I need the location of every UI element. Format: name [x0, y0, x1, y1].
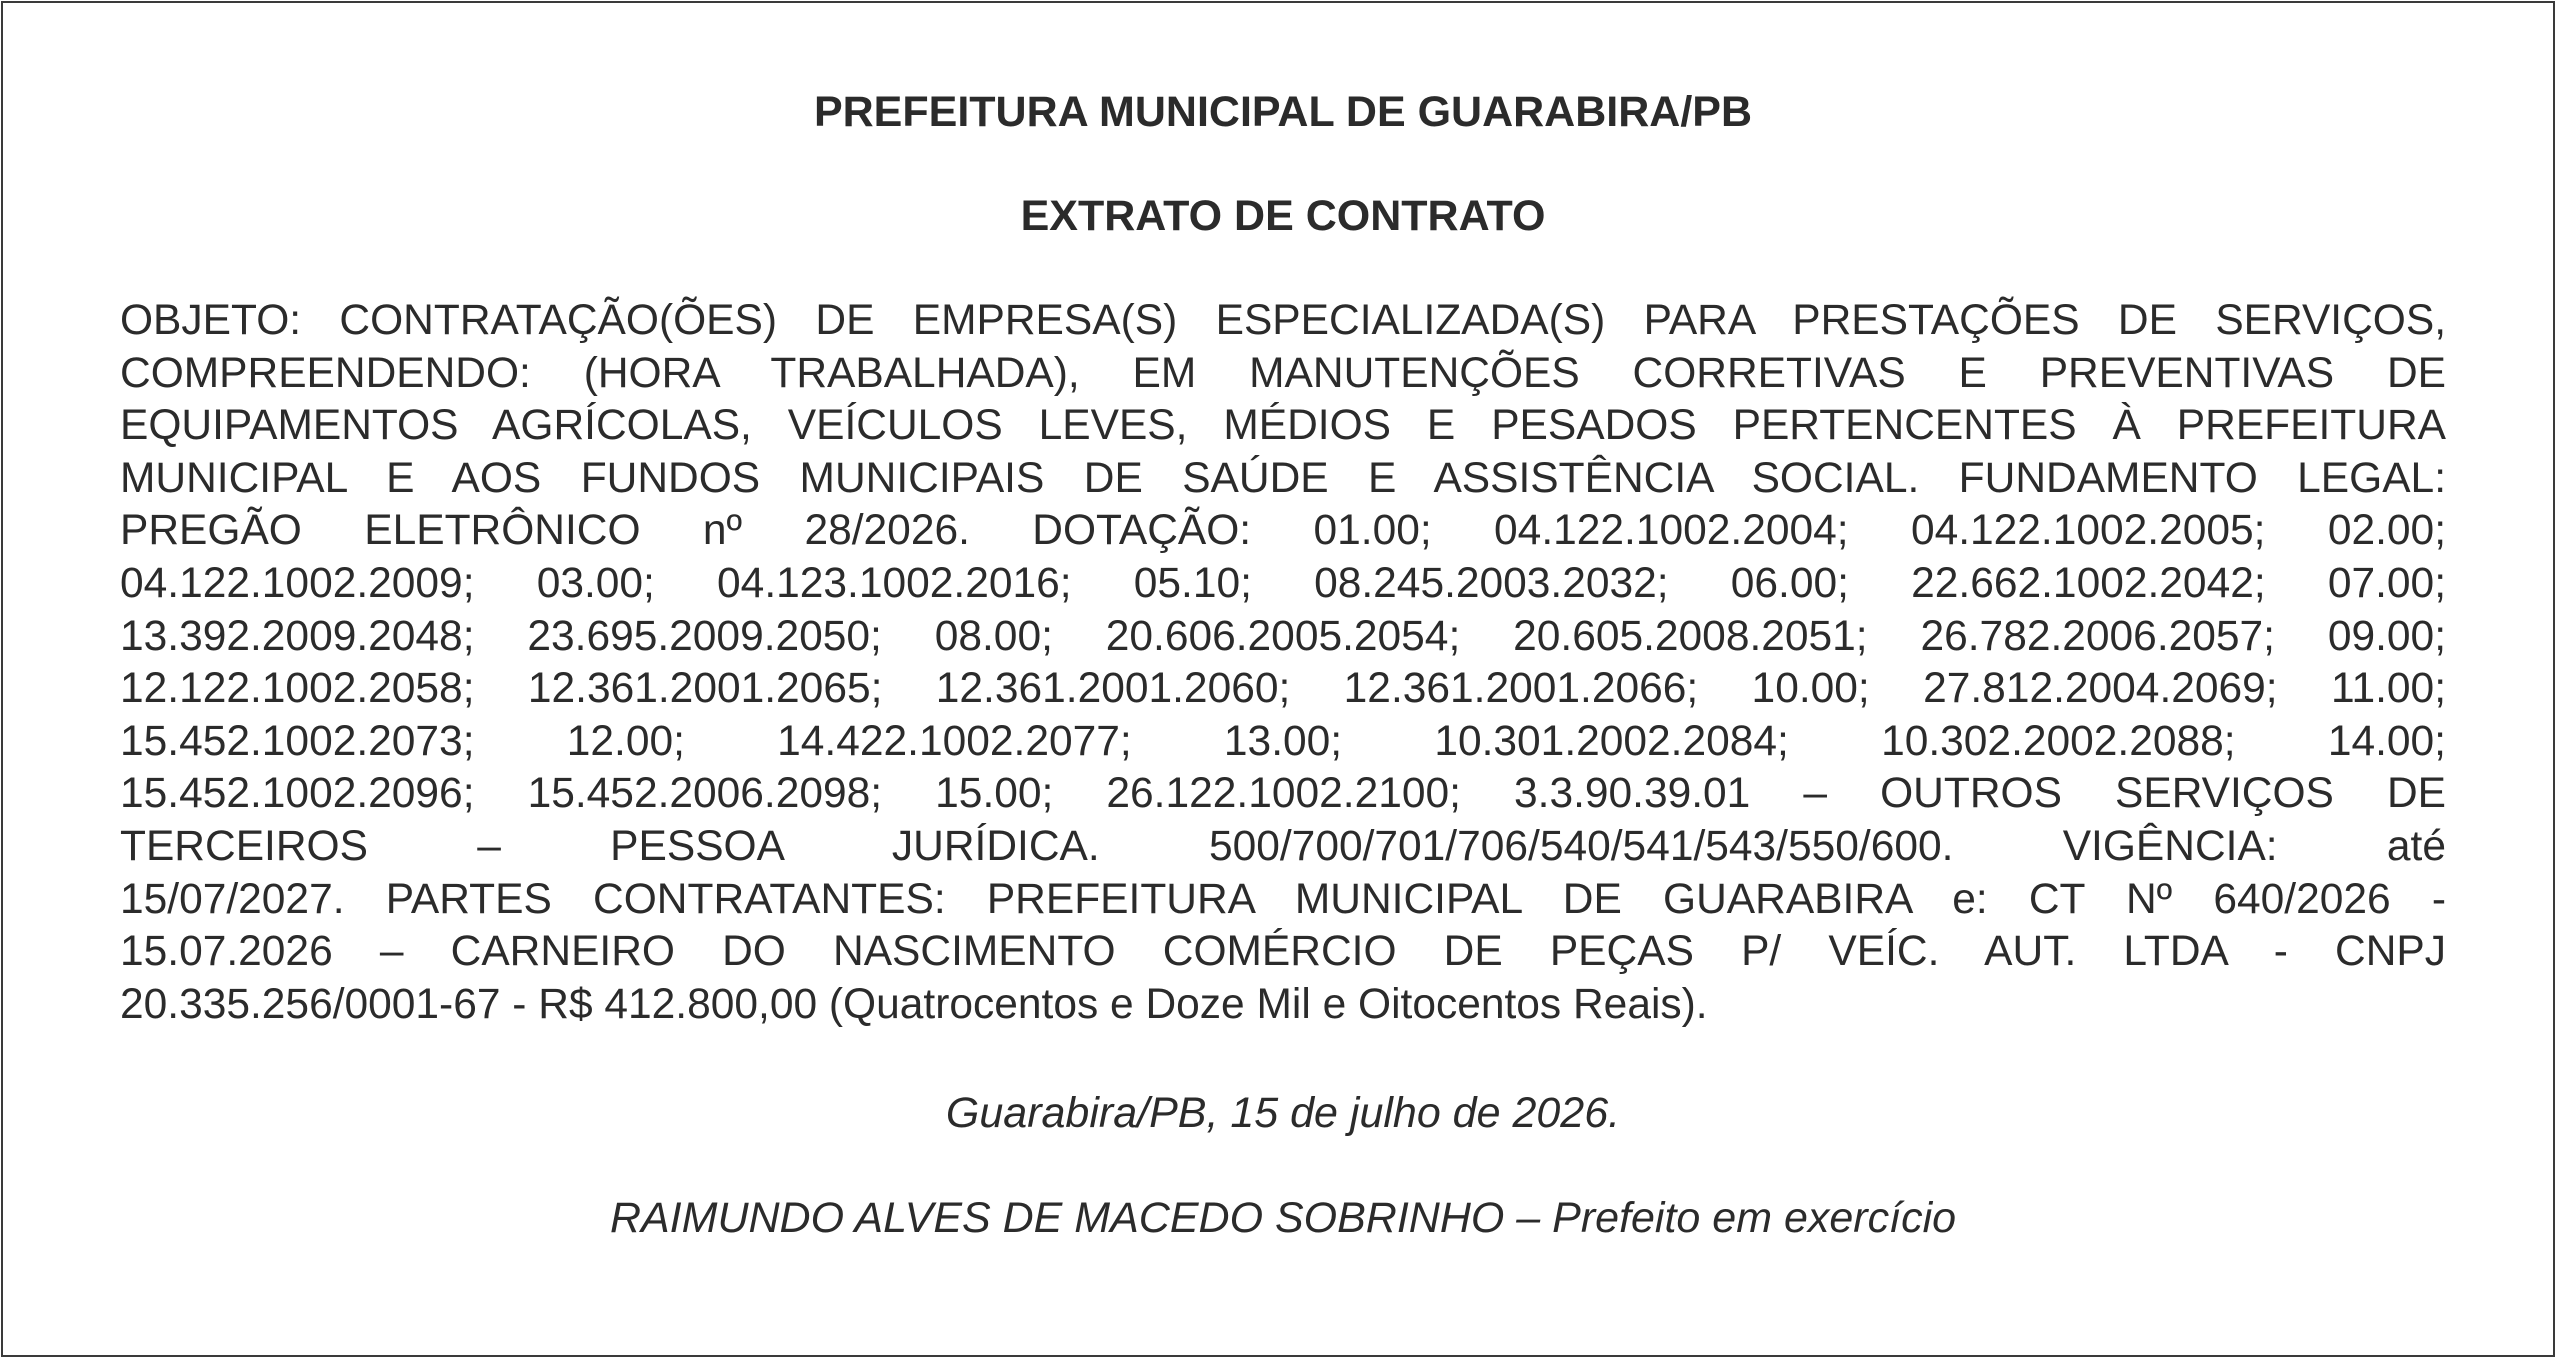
place-and-date: Guarabira/PB, 15 de julho de 2026. [945, 1089, 1621, 1137]
body-line: EQUIPAMENTOS AGRÍCOLAS, VEÍCULOS LEVES, MÉDIOS E PESADOS PERTENCENTES À PREFEITURA [120, 402, 2446, 450]
body-line: 15/07/2027. PARTES CONTRATANTES: PREFEITURA MUNICIPAL DE GUARABIRA e: CT Nº 640/2026 - [120, 875, 2446, 923]
body-line: PREGÃO ELETRÔNICO nº 28/2026. DOTAÇÃO: 01.00; 04.122.1002.2004; 04.122.1002.2005; 02.00; [120, 507, 2446, 555]
body-line: 20.335.256/0001-67 - R$ 412.800,00 (Quatrocentos e Doze Mil e Oitocentos Reais). [120, 980, 1708, 1028]
body-line: TERCEIROS – PESSOA JURÍDICA. 500/700/701/706/540/541/543/550/600. VIGÊNCIA: até [120, 822, 2446, 870]
body-line: MUNICIPAL E AOS FUNDOS MUNICIPAIS DE SAÚDE E ASSISTÊNCIA SOCIAL. FUNDAMENTO LEGAL: [120, 454, 2446, 502]
body-line: COMPREENDENDO: (HORA TRABALHADA), EM MANUTENÇÕES CORRETIVAS E PREVENTIVAS DE [120, 349, 2446, 397]
body-line: 12.122.1002.2058; 12.361.2001.2065; 12.361.2001.2060; 12.361.2001.2066; 10.00; 27.812.2004.2069; 11.00; [120, 665, 2446, 713]
body-line: 15.452.1002.2096; 15.452.2006.2098; 15.00; 26.122.1002.2100; 3.3.90.39.01 – OUTROS SERVIÇOS DE [120, 770, 2446, 818]
body-line: 15.07.2026 – CARNEIRO DO NASCIMENTO COMÉRCIO DE PEÇAS P/ VEÍC. AUT. LTDA - CNPJ [120, 928, 2446, 976]
body-line: 13.392.2009.2048; 23.695.2009.2050; 08.00; 20.606.2005.2054; 20.605.2008.2051; 26.782.2006.2057; 09.00; [120, 612, 2446, 660]
contract-body [120, 295, 2446, 1031]
document-title: EXTRATO DE CONTRATO [1020, 192, 1546, 240]
body-line: 04.122.1002.2009; 03.00; 04.123.1002.2016; 05.10; 08.245.2003.2032; 06.00; 22.662.1002.2042; 07.00; [120, 559, 2446, 607]
body-line: 15.452.1002.2073; 12.00; 14.422.1002.2077; 13.00; 10.301.2002.2084; 10.302.2002.2088; 14.00; [120, 717, 2446, 765]
document-frame [1, 1, 2555, 1357]
signature-line: RAIMUNDO ALVES DE MACEDO SOBRINHO – Prefeito em exercício [609, 1194, 1957, 1242]
body-line: OBJETO: CONTRATAÇÃO(ÕES) DE EMPRESA(S) ESPECIALIZADA(S) PARA PRESTAÇÕES DE SERVIÇOS, [120, 297, 2446, 344]
issuer-heading: PREFEITURA MUNICIPAL DE GUARABIRA/PB [813, 88, 1753, 136]
